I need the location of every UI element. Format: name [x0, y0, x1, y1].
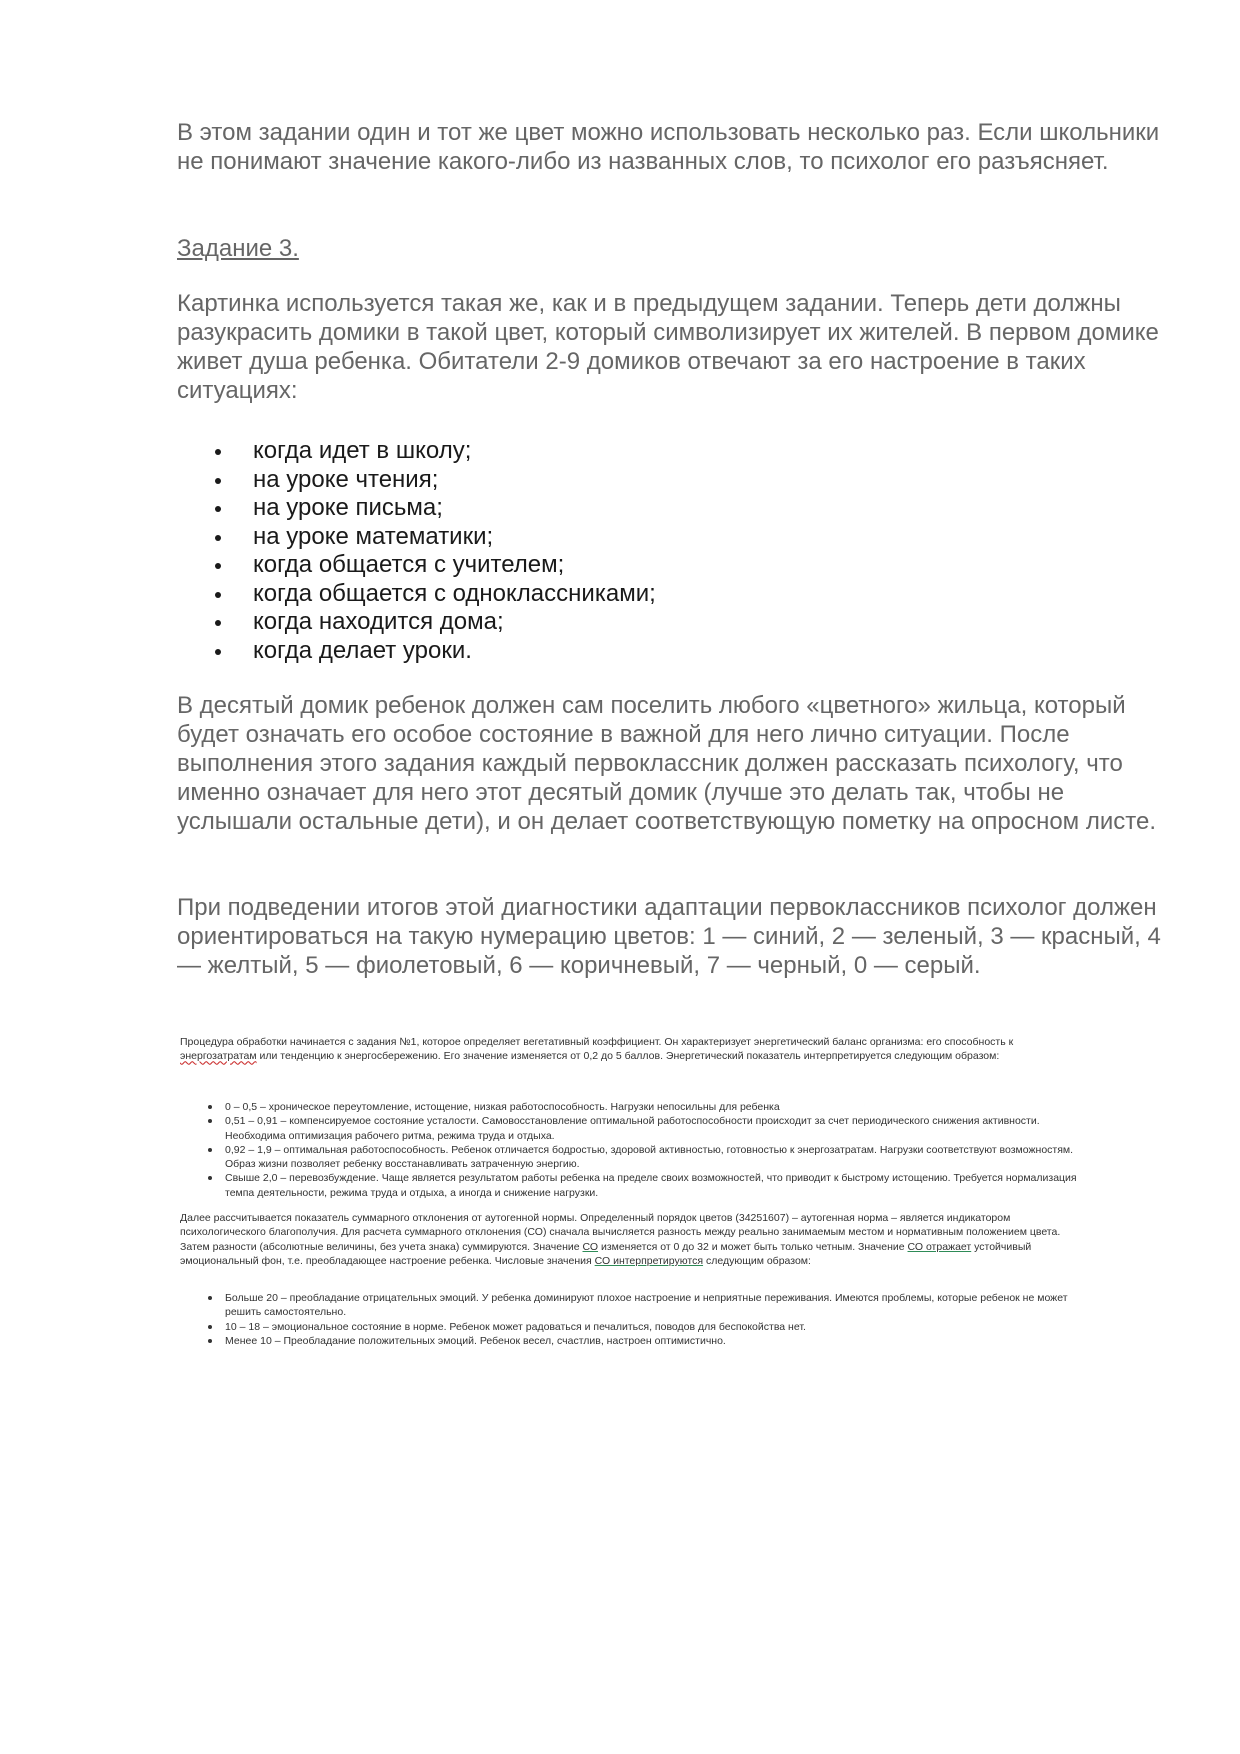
- list-item: Больше 20 – преобладание отрицательных эмоций. У ребенка доминируют плохое настроение и неприятные переживания. Имеются проблемы, которые ребенок не может решить самостоятельно.: [180, 1291, 1085, 1320]
- list-item: 10 – 18 – эмоциональное состояние в норме. Ребенок может радоваться и печалиться, поводов для беспокойства нет.: [180, 1320, 1085, 1334]
- list-item: когда идет в школу;: [215, 437, 656, 466]
- list-item: Менее 10 – Преобладание положительных эмоций. Ребенок весел, счастлив, настроен оптимистично.: [180, 1334, 1085, 1348]
- paragraph-color-numbering: При подведении итогов этой диагностики адаптации первоклассников психолог должен ориентироваться на такую нумерацию цветов: 1 — синий, 2 — зеленый, 3 — красный, 4 — желтый, 5 — фиолетовый, 6 — коричневый, 7 — черный, 0 — серый.: [177, 894, 1161, 979]
- paragraph-tenth-house: В десятый домик ребенок должен сам поселить любого «цветного» жильца, который будет означать его особое состояние в важной для него лично ситуации. После выполнения этого задания каждый первоклассник должен рассказать психологу, что именно означает для него этот десятый домик (лучше это делать так, чтобы не услышали остальные дети), и он делает соответствующую пометку на опросном листе.: [177, 692, 1156, 835]
- situations-list: [215, 437, 656, 665]
- list-item: 0 – 0,5 – хроническое переутомление, истощение, низкая работоспособность. Нагрузки непосильны для ребенка: [180, 1100, 1085, 1114]
- list-item: на уроке математики;: [215, 523, 656, 552]
- list-item: на уроке письма;: [215, 494, 656, 523]
- list-item: 0,92 – 1,9 – оптимальная работоспособность. Ребенок отличается бодростью, здоровой активностью, готовностью к энергозатратам. Нагрузки соответствуют возможностям. Образ жизни позволяет ребенку восстанавливать затраченную энергию.: [180, 1143, 1085, 1172]
- paragraph-task-description: Картинка используется такая же, как и в предыдущем задании. Теперь дети должны разукрасить домики в такой цвет, который символизирует их жителей. В первом домике живет душа ребенка. Обитатели 2-9 домиков отвечают за его настроение в таких ситуациях:: [177, 290, 1159, 404]
- list-item: на уроке чтения;: [215, 466, 656, 495]
- scan-intro-paragraph: Процедура обработки начинается с задания №1, которое определяет вегетативный коэффициент. Он характеризует энергетический баланс организма: его способность к энергозатратам или тенденцию к энергосбережению. Его значение изменяется от 0,2 до 5 баллов. Энергетический показатель интерпретируется следующим образом:: [180, 1036, 1014, 1063]
- list-item: 0,51 – 0,91 – компенсируемое состояние усталости. Самовосстановление оптимальной работоспособности происходит за счет периодического снижения активности. Необходима оптимизация рабочего ритма, режима труда и отдыха.: [180, 1114, 1085, 1143]
- scan-deviation-paragraph: Далее рассчитывается показатель суммарного отклонения от аутогенной нормы. Определенный порядок цветов (34251607) – аутогенная норма – является индикатором психологического благополучия. Для расчета суммарного отклонения (СО) сначала вычисляется разность между реально занимаемым местом и нормативным положением цвета. Затем разности (абсолютные величины, без учета знака) суммируются. Значение СО изменяется от 0 до 32 и может быть только четным. Значение СО отражает устойчивый эмоциональный фон, т.е. преобладающее настроение ребенка. Числовые значения СО интерпретируются следующим образом:: [180, 1212, 1061, 1267]
- section-heading: Задание 3.: [177, 235, 299, 262]
- scan-emotion-list: [180, 1291, 1085, 1348]
- paragraph-intro: В этом задании один и тот же цвет можно использовать несколько раз. Если школьники не понимают значение какого-либо из названных слов, то психолог его разъясняет.: [177, 119, 1160, 175]
- list-item: когда делает уроки.: [215, 637, 656, 666]
- scanned-instruction-image: [180, 1035, 1085, 1360]
- list-item: когда находится дома;: [215, 608, 656, 637]
- scan-energy-list: [180, 1100, 1085, 1200]
- list-item: когда общается с учителем;: [215, 551, 656, 580]
- list-item: когда общается с одноклассниками;: [215, 580, 656, 609]
- list-item: Свыше 2,0 – перевозбуждение. Чаще является результатом работы ребенка на пределе своих возможностей, что приводит к быстрому истощению. Требуется нормализация темпа деятельности, режима труда и отдыха, а иногда и снижение нагрузки.: [180, 1171, 1085, 1200]
